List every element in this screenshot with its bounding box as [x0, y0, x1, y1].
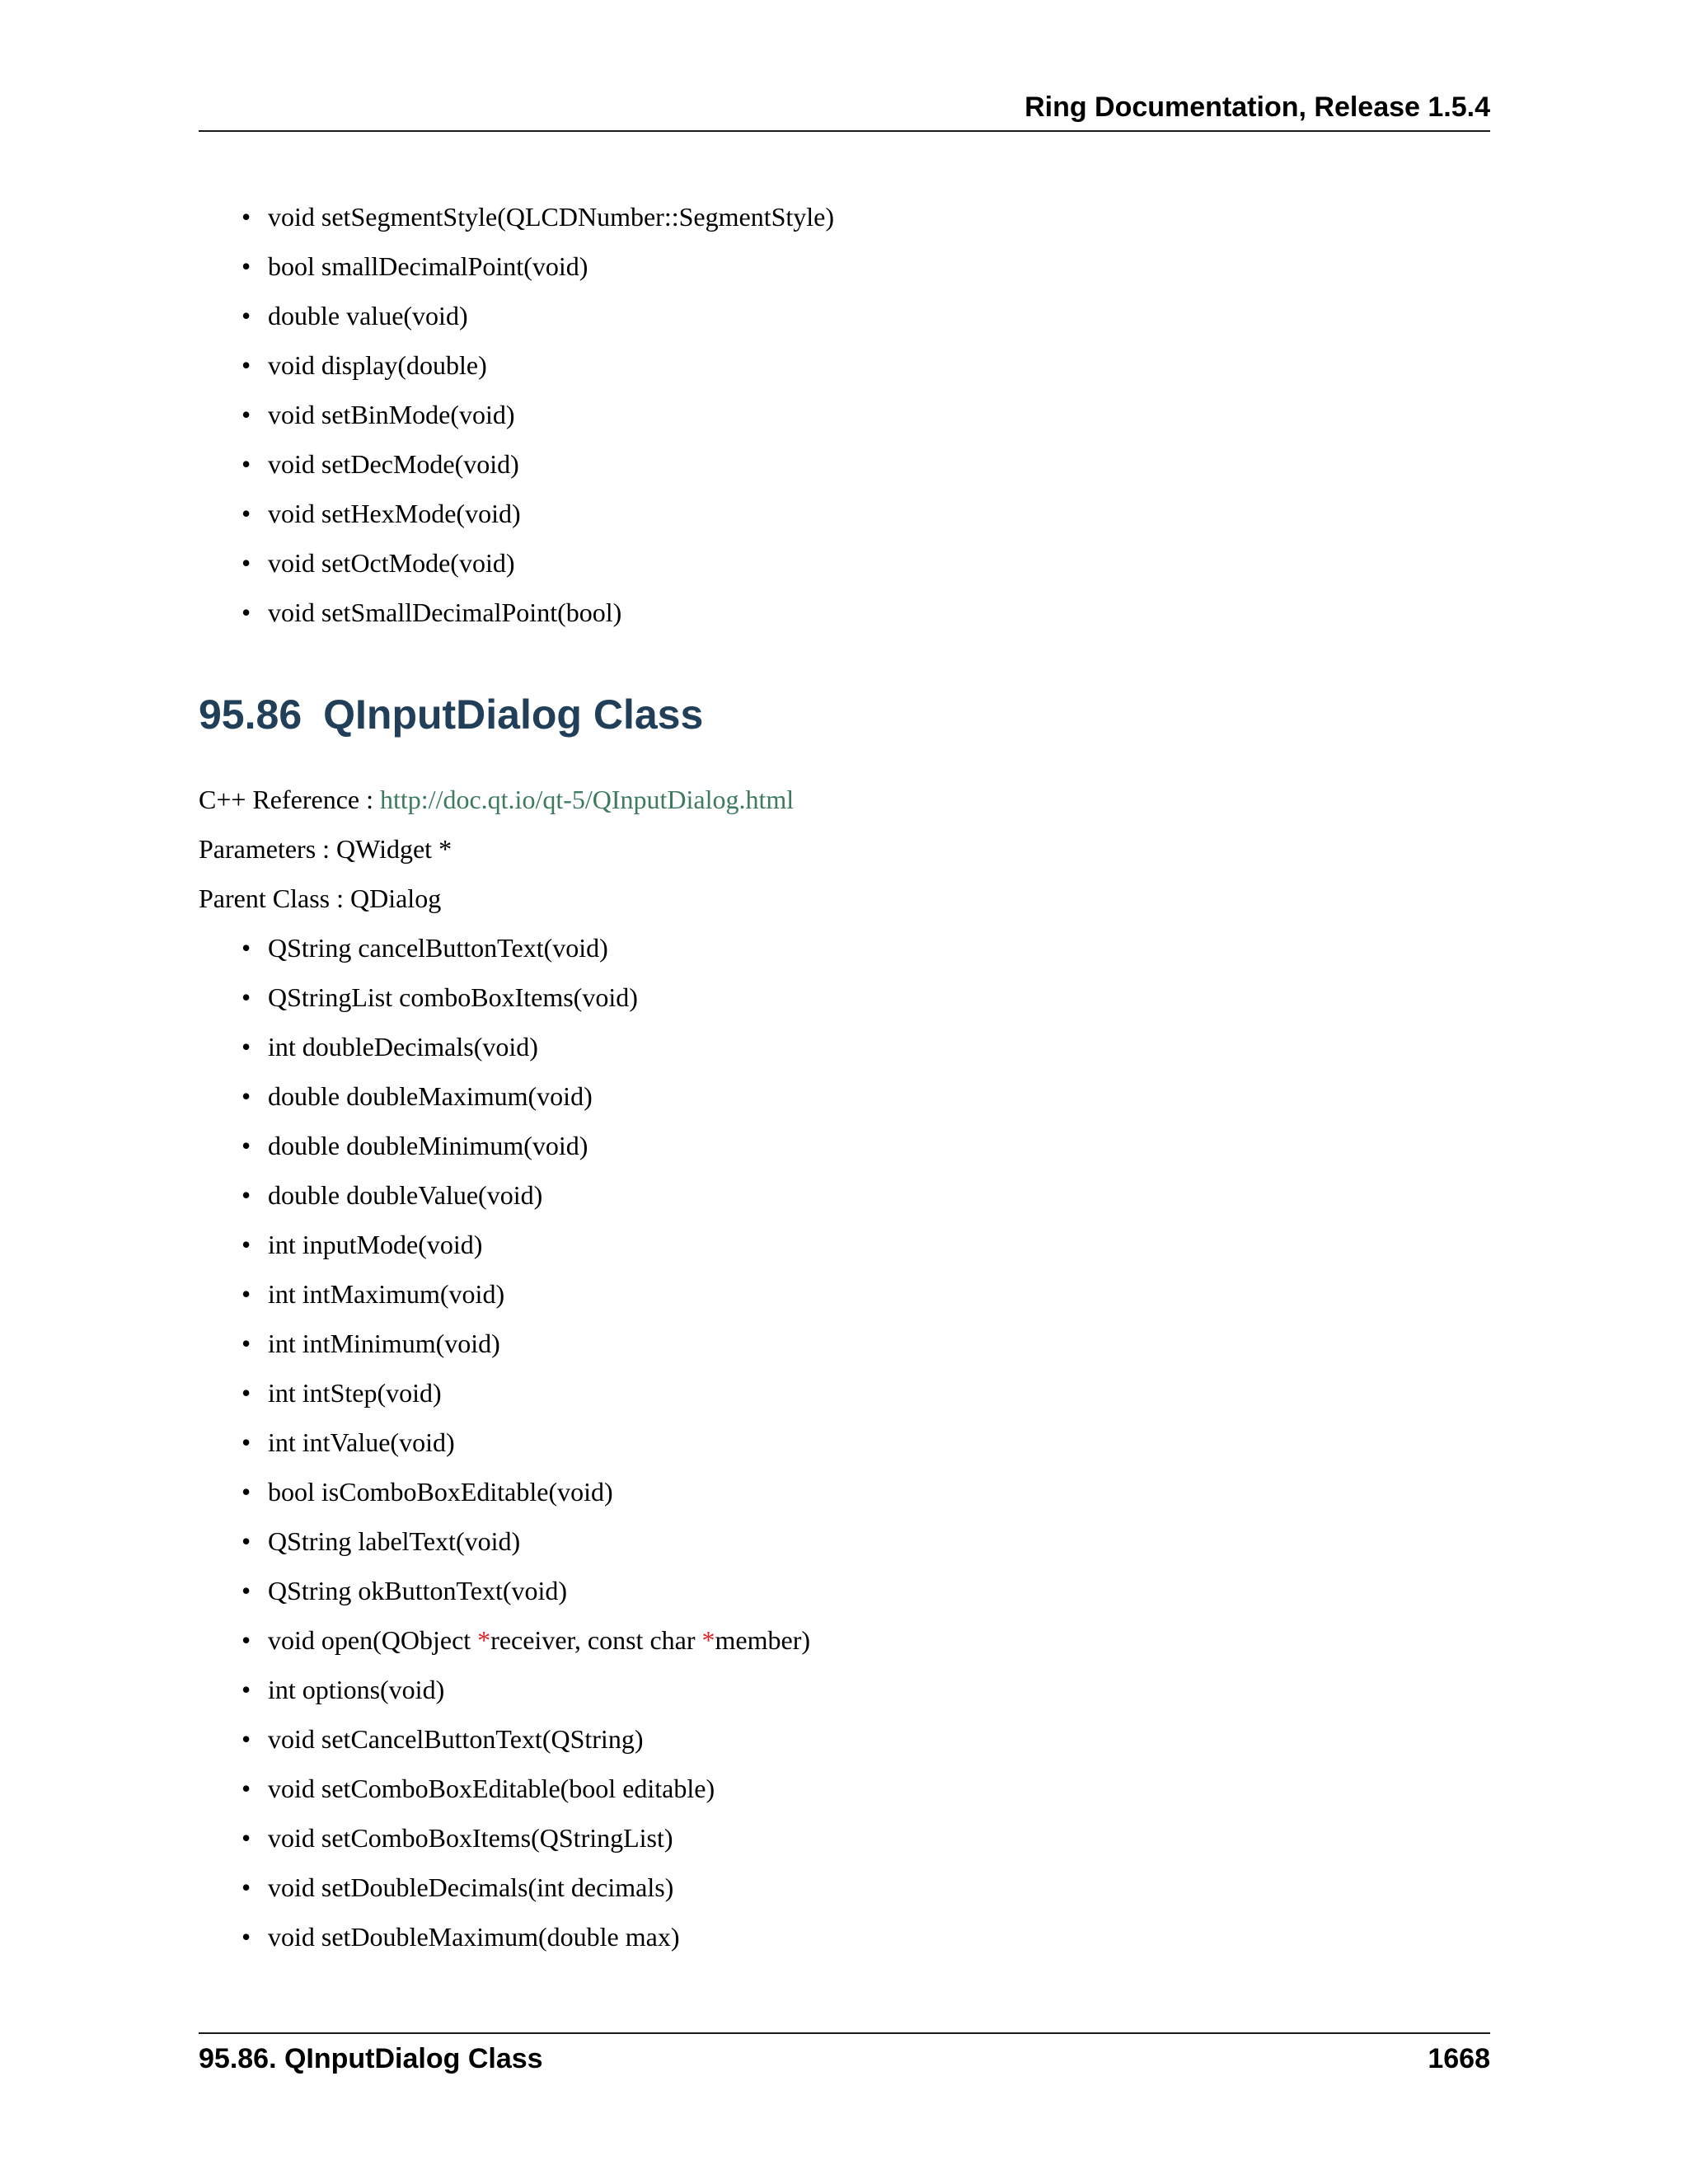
- bullet-icon: •: [241, 251, 251, 281]
- bullet-icon: •: [241, 202, 251, 232]
- cpp-reference-line: [199, 780, 794, 818]
- bullet-icon: •: [241, 1427, 251, 1457]
- method-item: [241, 1720, 810, 1769]
- method-item: [241, 494, 834, 544]
- method-signature: void setDecMode(void): [268, 449, 519, 479]
- page-number: 1668: [1428, 2043, 1490, 2074]
- method-item: [241, 1671, 810, 1720]
- bullet-icon: •: [241, 1625, 251, 1655]
- method-item: [241, 593, 834, 643]
- section-number: 95.86: [199, 691, 302, 738]
- bullet-icon: •: [241, 1378, 251, 1408]
- parameters-line: Parameters : QWidget *: [199, 834, 452, 864]
- method-signature: double doubleValue(void): [268, 1180, 543, 1210]
- bullet-icon: •: [241, 350, 251, 380]
- method-signature: void setOctMode(void): [268, 548, 515, 578]
- method-item: [241, 396, 834, 445]
- method-signature: void setHexMode(void): [268, 499, 521, 528]
- method-list-top: [241, 198, 834, 643]
- bullet-icon: •: [241, 449, 251, 479]
- method-signature: QStringList comboBoxItems(void): [268, 982, 638, 1012]
- method-item: [241, 978, 810, 1028]
- method-list-main: [241, 929, 810, 1967]
- cpp-reference-link[interactable]: http://doc.qt.io/qt-5/QInputDialog.html: [380, 785, 795, 814]
- method-item: [241, 1324, 810, 1374]
- bullet-icon: •: [241, 1131, 251, 1160]
- pointer-asterisk: *: [701, 1625, 715, 1655]
- bullet-icon: •: [241, 933, 251, 963]
- section-heading: [199, 687, 703, 742]
- method-item: [241, 346, 834, 396]
- bullet-icon: •: [241, 1922, 251, 1952]
- bullet-icon: •: [241, 1032, 251, 1062]
- method-signature: bool smallDecimalPoint(void): [268, 251, 588, 281]
- cpp-reference-label: C++ Reference :: [199, 785, 380, 814]
- method-signature: void setSmallDecimalPoint(bool): [268, 598, 622, 627]
- bullet-icon: •: [241, 1180, 251, 1210]
- method-item: [241, 297, 834, 346]
- method-item: [241, 544, 834, 593]
- method-signature: void display(double): [268, 350, 487, 380]
- method-signature: void setCancelButtonText(QString): [268, 1724, 644, 1754]
- method-signature: int doubleDecimals(void): [268, 1032, 538, 1062]
- method-signature: QString cancelButtonText(void): [268, 933, 608, 963]
- method-item: [241, 1572, 810, 1621]
- method-item: [241, 1423, 810, 1473]
- method-signature: bool isComboBoxEditable(void): [268, 1477, 613, 1507]
- method-item: [241, 1176, 810, 1226]
- method-item: [241, 1127, 810, 1176]
- method-signature: int inputMode(void): [268, 1230, 483, 1259]
- bullet-icon: •: [241, 1675, 251, 1704]
- method-signature: void setDoubleMaximum(double max): [268, 1922, 680, 1952]
- bullet-icon: •: [241, 1526, 251, 1556]
- bullet-icon: •: [241, 1279, 251, 1309]
- method-item: [241, 1374, 810, 1423]
- bullet-icon: •: [241, 400, 251, 429]
- bullet-icon: •: [241, 548, 251, 578]
- method-item: [241, 1819, 810, 1868]
- method-signature: int options(void): [268, 1675, 445, 1704]
- footer-section-title: 95.86. QInputDialog Class: [199, 2043, 543, 2074]
- method-signature: int intValue(void): [268, 1427, 455, 1457]
- bullet-icon: •: [241, 982, 251, 1012]
- bullet-icon: •: [241, 1774, 251, 1803]
- method-item: [241, 1522, 810, 1572]
- method-item: [241, 1275, 810, 1324]
- page-footer: [199, 2032, 1490, 2075]
- bullet-icon: •: [241, 1823, 251, 1853]
- bullet-icon: •: [241, 1329, 251, 1358]
- method-signature: double doubleMaximum(void): [268, 1081, 593, 1111]
- method-item: [241, 445, 834, 494]
- bullet-icon: •: [241, 301, 251, 330]
- bullet-icon: •: [241, 1081, 251, 1111]
- method-item: [241, 1077, 810, 1127]
- method-item: [241, 1473, 810, 1522]
- method-signature: double value(void): [268, 301, 468, 330]
- method-signature: int intMinimum(void): [268, 1329, 500, 1358]
- pointer-asterisk: *: [477, 1625, 491, 1655]
- method-signature: void setComboBoxEditable(bool editable): [268, 1774, 715, 1803]
- method-signature: QString okButtonText(void): [268, 1576, 568, 1605]
- method-signature: void setDoubleDecimals(int decimals): [268, 1872, 674, 1902]
- page-header: [199, 89, 1490, 132]
- method-signature: void setSegmentStyle(QLCDNumber::SegmentStyle): [268, 202, 835, 232]
- method-signature: void open(QObject *receiver, const char *member): [268, 1625, 810, 1655]
- document-title: Ring Documentation, Release 1.5.4: [1025, 91, 1490, 123]
- section-title: QInputDialog Class: [323, 691, 704, 738]
- bullet-icon: •: [241, 1576, 251, 1605]
- parent-class-line: Parent Class : QDialog: [199, 883, 442, 913]
- method-item: [241, 1868, 810, 1918]
- method-item: [241, 929, 810, 978]
- bullet-icon: •: [241, 1872, 251, 1902]
- method-signature: int intMaximum(void): [268, 1279, 505, 1309]
- method-item: [241, 1028, 810, 1077]
- method-item: [241, 1918, 810, 1967]
- method-signature: double doubleMinimum(void): [268, 1131, 588, 1160]
- method-item: [241, 1621, 810, 1671]
- bullet-icon: •: [241, 499, 251, 528]
- bullet-icon: •: [241, 1724, 251, 1754]
- method-signature: void setBinMode(void): [268, 400, 515, 429]
- method-item: [241, 1769, 810, 1819]
- method-signature: int intStep(void): [268, 1378, 442, 1408]
- bullet-icon: •: [241, 1230, 251, 1259]
- method-item: [241, 198, 834, 247]
- method-item: [241, 1226, 810, 1275]
- bullet-icon: •: [241, 598, 251, 627]
- method-item: [241, 247, 834, 297]
- method-signature: void setComboBoxItems(QStringList): [268, 1823, 673, 1853]
- bullet-icon: •: [241, 1477, 251, 1507]
- method-signature: QString labelText(void): [268, 1526, 521, 1556]
